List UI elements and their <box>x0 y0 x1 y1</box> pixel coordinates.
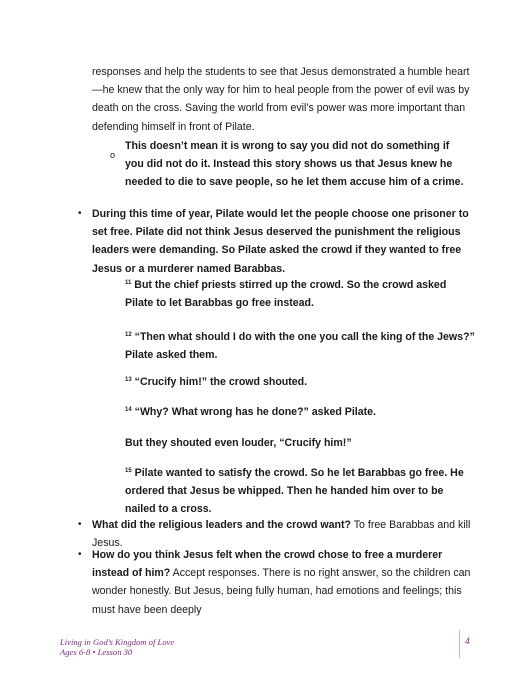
bullet-2-answer: To free Barabbas and kill Jesus. <box>92 519 471 550</box>
sub-bullet-marker: o <box>110 150 116 160</box>
sub-point-text: This doesn’t mean it is wrong to say you did not do something if you did not do it. Instead this story shows us that Jesus knew he needed to die to save people, so he let them accuse him of a crime. <box>125 140 464 189</box>
bullet-1-text: During this time of year, Pilate would let the people choose one prisoner to set free. Pilate did not think Jesus deserved the punishment the religious leaders were demanding. So Pilate asked the crowd if they wanted to free Jesus or a murderer named Barabbas. <box>92 208 469 275</box>
verse-text: “Then what should I do with the one you call the king of the Jews?” Pilate asked them. <box>125 331 475 362</box>
verse-number: 15 <box>125 468 132 474</box>
bullet-3-question: How do you think Jesus felt when the crowd chose to free a murderer instead of him? <box>92 549 443 580</box>
scripture-verse-15 <box>125 464 475 519</box>
bullet-marker-1: • <box>78 208 82 219</box>
intro-paragraph <box>92 63 470 136</box>
verse-text: “Why? What wrong has he done?” asked Pilate. <box>134 406 376 418</box>
verse-number: 11 <box>125 280 132 286</box>
scripture-verse-11 <box>125 276 475 312</box>
verse-text: Pilate wanted to satisfy the crowd. So he let Barabbas go free. He ordered that Jesus be whipped. Then he handed him over to be nailed to a cross. <box>125 467 464 516</box>
scripture-verse-14 <box>125 403 475 421</box>
verse-number: 14 <box>125 407 132 413</box>
bullet-point-1 <box>92 205 477 278</box>
footer <box>60 637 174 657</box>
footer-subtitle: Ages 6-8 • Lesson 30 <box>60 647 133 657</box>
intro-text: responses and help the students to see that Jesus demonstrated a humble heart—he knew that the only way for him to heal people from the power of evil was by death on the cross. Saving the world from evil’s power was more important than defending himself in front of Pilate. <box>92 66 470 133</box>
sub-point <box>125 137 470 192</box>
verse-text: “Crucify him!” the crowd shouted. <box>134 376 308 388</box>
bullet-marker-2: • <box>78 519 82 530</box>
verse-number: 13 <box>125 377 132 383</box>
scripture-verse-12 <box>125 328 475 364</box>
footer-title: Living in God’s Kingdom of Love <box>60 637 175 647</box>
verse-text: But the chief priests stirred up the crowd. So the crowd asked Pilate to let Barabbas go free instead. <box>125 279 447 310</box>
bullet-marker-3: • <box>78 549 82 560</box>
bullet-point-3 <box>92 546 477 619</box>
bullet-2-question: What did the religious leaders and the crowd want? <box>92 519 351 531</box>
bullet-3-answer: Accept responses. There is no right answer, so the children can wonder honestly. But Jesus, being fully human, had emotions and feelings; this must have been deeply <box>92 567 471 616</box>
page-number: 4 <box>465 637 470 647</box>
footer-divider <box>459 630 460 658</box>
verse-number: 12 <box>125 332 132 338</box>
scripture-verse-13 <box>125 373 475 391</box>
scripture-verse-14b <box>125 434 475 452</box>
verse-text: But they shouted even louder, “Crucify him!” <box>125 437 352 449</box>
